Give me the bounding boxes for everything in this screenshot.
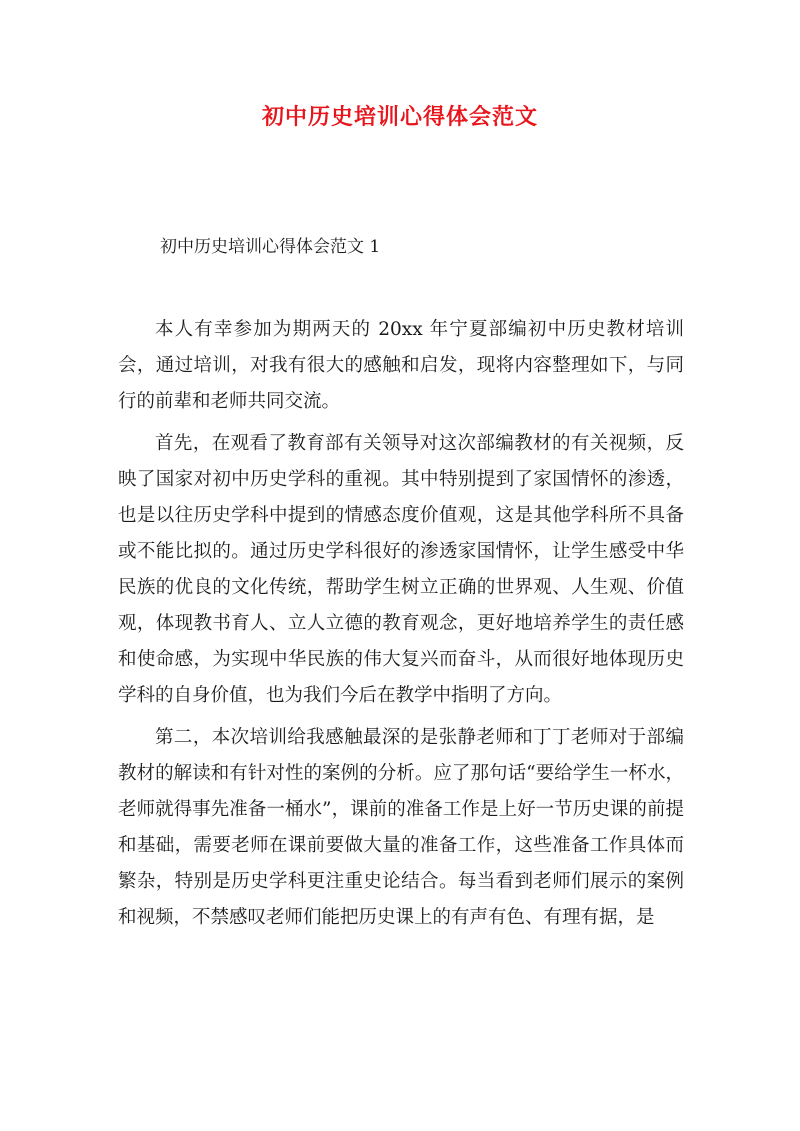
paragraph-1: 本人有幸参加为期两天的 20xx 年宁夏部编初中历史教材培训会，通过培训，对我有很大的感触和启发，现将内容整理如下，与同行的前辈和老师共同交流。 <box>118 319 684 412</box>
document-title: 初中历史培训心得体会范文 <box>261 104 538 130</box>
section-heading: 初中历史培训心得体会范文 1 <box>160 237 381 257</box>
document-body <box>118 312 684 942</box>
paragraph-3: 第二，本次培训给我感触最深的是张静老师和丁丁老师对于部编教材的解读和有针对性的案例的分析。应了那句话“要给学生一杯水，老师就得事先准备一桶水”，课前的准备工作是上好一节历史课的前提和基础，需要老师在课前要做大量的准备工作，这些准备工作具体而繁杂，特别是历史学科更注重史论结合。每当看到老师们展示的案例和视频，不禁感叹老师们能把历史课上的有声有色、有理有据，是 <box>118 727 684 928</box>
paragraph-2: 首先，在观看了教育部有关领导对这次部编教材的有关视频，反映了国家对初中历史学科的重视。其中特别提到了家国情怀的渗透，也是以往历史学科中提到的情感态度价值观，这是其他学科所不具备或不能比拟的。通过历史学科很好的渗透家国情怀，让学生感受中华民族的优良的文化传统，帮助学生树立正确的世界观、人生观、价值观，体现教书育人、立人立德的教育观念，更好地培养学生的责任感和使命感，为实现中华民族的伟大复兴而奋斗，从而很好地体现历史学科的自身价值，也为我们今后在教学中指明了方向。 <box>118 433 684 706</box>
